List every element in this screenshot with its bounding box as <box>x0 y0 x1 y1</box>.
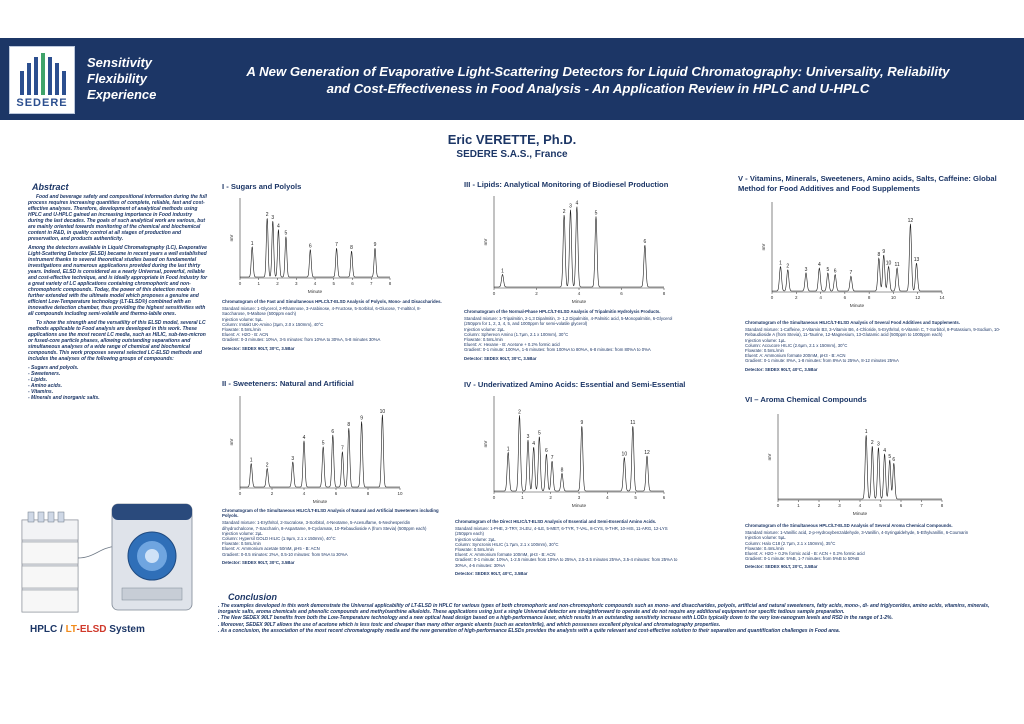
abstract-heading: Abstract <box>32 182 69 192</box>
chart-aroma <box>766 410 946 516</box>
caption-line: Injection volume: 1µL <box>745 337 786 343</box>
peak-label: 6 <box>331 428 335 435</box>
x-tick-label: 2 <box>795 295 798 300</box>
x-tick-label: 8 <box>388 281 392 286</box>
x-tick-label: 5 <box>879 503 882 508</box>
tagline <box>87 55 156 103</box>
x-tick-label: 1 <box>521 495 524 500</box>
peak-label: 11 <box>630 419 636 426</box>
section-aroma-title: VI – Aroma Chemical Compounds <box>745 395 867 404</box>
caption-sweeteners <box>222 508 442 565</box>
caption-line: Gradient: 0-1 minute: 5%B, 1-7 minutes: from 5%B to 50%B <box>745 556 860 562</box>
x-tick-label: 0 <box>776 503 780 508</box>
caption-line: Column: Accucore HILIC (2.6µm, 2.1 x 150mm), 30°C <box>745 342 848 348</box>
chromatogram-trace <box>240 415 400 487</box>
x-axis-label: Minute <box>849 304 865 308</box>
peak-label: 6 <box>892 457 896 464</box>
peak-label: 3 <box>804 266 808 273</box>
peak-label: 4 <box>277 223 280 230</box>
chart-sugars <box>228 194 394 294</box>
peak-label: 13 <box>913 257 920 264</box>
x-tick-label: 2 <box>535 291 538 296</box>
logo-text: SEDERE <box>16 97 68 109</box>
conclusion-body <box>218 603 998 634</box>
x-tick-label: 4 <box>577 291 581 296</box>
chart-aroma-svg <box>766 410 946 516</box>
caption-title: Chromatogram of the Fast and Simultaneous HPLC/LT-ELSD Analysis of Polyols, Mono- and Disaccharides. <box>222 299 442 304</box>
peak-label: 8 <box>350 245 353 252</box>
caption-line: Standard mixture: 1-Glycerol, 2-Rhamnose, 3-Arabinose, 4-Fructose, 5-Sorbitol, 6-Glucose, 7-maltitol, 8-Saccharose, 9-Maltose (500ppm each) <box>222 306 421 317</box>
y-axis-label: mV <box>767 453 772 461</box>
caption-line: Gradient: 0-1 minute: 10%A, 1-2.5 minutes from 10%A to 25%A, 2.5-3.5 minutes 25%A, 3.5-4 minutes: from 25%A to 30%A, 4-6 minutes: 30%A <box>455 557 678 568</box>
x-tick-label: 2 <box>549 495 552 500</box>
caption-amino <box>455 519 685 576</box>
chart-vitamins <box>760 198 946 308</box>
sedere-logo <box>9 46 75 114</box>
abstract-body <box>28 194 208 401</box>
caption-title: Chromatogram of the Simultaneous HILIC/LT-ELSD Analysis of Natural and Artificial Sweeteners including Polyols. <box>222 508 439 519</box>
x-tick-label: 3 <box>294 281 298 286</box>
chromatogram-trace <box>494 415 664 491</box>
peak-label: 5 <box>888 454 892 460</box>
x-tick-label: 8 <box>867 295 871 300</box>
peak-label: 10 <box>885 260 892 267</box>
caption-detector: Detector: SEDEX 90LT, 30°C, 3.5Bar <box>464 355 537 361</box>
x-axis-label: Minute <box>307 290 323 294</box>
hplc-system-illustration <box>14 498 204 620</box>
peak-label: 9 <box>360 415 363 422</box>
caption-line: Eluent: A: H2O + 0.2% formic acid - B: ACN + 0.2% formic acid <box>745 551 865 557</box>
author-affiliation: SEDERE S.A.S., France <box>456 149 568 160</box>
abstract-list-item: - Sugars and polyols. <box>28 365 79 371</box>
tagline-line: Sensitivity <box>87 55 153 70</box>
poster-title <box>180 63 1016 97</box>
peak-label: 9 <box>580 419 584 426</box>
peak-label: 8 <box>877 252 881 259</box>
caption-line: Gradient: 0-0.5 minutes: 2%A, 0.5-10 minutes: from 5%A to 30%A <box>222 551 348 557</box>
conclusion-item: . Moreover, SEDEX 90LT allows the use of acetone which is less toxic and cheaper than many other organic eluents (such as acetonitrile), and which possesses excellent physical and chromatography properties. <box>218 621 721 628</box>
tagline-line: Flexibility <box>87 71 147 86</box>
x-axis-label: Minute <box>312 500 328 504</box>
peak-label: 1 <box>864 429 868 436</box>
abstract-list-item: - Sweeteners. <box>28 371 61 377</box>
peak-label: 9 <box>373 242 377 249</box>
peak-label: 2 <box>870 439 874 446</box>
caption-line: Column: Imtakt UK-Amino (3µm, 2.0 x 150mm), 40°C <box>222 321 324 327</box>
x-tick-label: 4 <box>313 281 317 286</box>
caption-line: Gradient: 0-1 minute: 100%A, 1-6 minutes: from 100%A to 80%A, 6-8 minutes: from 80%A to 0%A <box>464 347 651 353</box>
peak-label: 1 <box>779 260 782 267</box>
x-tick-label: 6 <box>843 295 847 300</box>
caption-detector: Detector: SEDEX 90LT, 40°C, 3.5Bar <box>455 570 528 576</box>
caption-line: Eluent: A: Hexane - B: Acetone + 0.2% formic acid <box>464 342 560 348</box>
caption-line: Column: Syncronis HILIC (1.7µm, 2.1 x 100mm), 30°C <box>455 541 559 547</box>
abstract-paragraph: Among the detectors available in Liquid Chromatography (LC), Evaporative Light-Scattering Detector (ELSD) became in recent years a well established instrument thanks to several theoretical studies based on fundamental investigations and numerous applications provided during the last thirty years. Indeed, ELSD is considered as a nearly Universal, powerful, reliable and cost-effective technique, and is ideally appropriate in Food industry for a great variety of LC applications containing chromophoric and non-chromophoric compounds. Today, the power of this detection mode is further extended with the ultimate model which proposes a genuine and efficient Low-Temperature technology (LT-ELSD®) combined with an innovative detection chamber, thus providing the highest sensitivities with all compounds including semi-volatile and thermo-labile ones. <box>28 245 208 317</box>
caption-line: Injection volume: 5µL <box>745 535 786 541</box>
peak-label: 3 <box>569 203 572 210</box>
peak-label: 5 <box>537 430 541 437</box>
chart-vitamins-svg <box>760 198 946 308</box>
x-tick-label: 0 <box>492 291 496 296</box>
caption-line: Injection volume: 2µL <box>222 530 263 536</box>
peak-label: 5 <box>826 266 830 273</box>
abstract-paragraph: Food and beverage safety and compositional information during the full process requires increasing quantities of complete, reliable, fast and cost-effective analyses. Therefore, development of analytical methods using HPLC and U-HPLC gained an increasing importance in Food industry during the last decades. The goals of such analytical work are various, but are mainly oriented towards monitoring of the chemical and biochemical content in R&D, in quality control at all stages of production and preservation, and products authenticity. <box>28 194 207 242</box>
abstract-list-item: - Minerals and inorganic salts. <box>28 395 100 401</box>
x-tick-label: 8 <box>366 491 370 496</box>
caption-aroma <box>745 523 1005 570</box>
x-tick-label: 4 <box>819 295 822 300</box>
peak-label: 12 <box>644 449 650 456</box>
peak-label: 6 <box>643 239 647 245</box>
caption-line: Flowrate: 0.5mL/min <box>464 337 503 343</box>
caption-sugars <box>222 299 442 351</box>
logo-peaks-icon <box>17 53 69 95</box>
peak-label: 3 <box>271 214 275 221</box>
peak-label: 3 <box>291 455 295 462</box>
caption-line: Eluent: A: H2O - B: ACN <box>222 332 269 338</box>
chart-sweeteners-svg <box>228 392 404 504</box>
section-lipids-title: III - Lipids: Analytical Monitoring of Biodiesel Production <box>464 180 669 189</box>
x-tick-label: 14 <box>939 295 945 300</box>
abstract-paragraph: To show the strength and the versatility of this ELSD model, several LC methods applicable to Food analysis are developed in this work. These applications use the most recent LC media, such as HILIC, sub-two-micron or fused-core particle phases, allowing outstanding separations and simultaneous analyses of a wide range of chemical and biochemical compounds. This work proposes several selected LC-ELSD methods and includes the analyses of the following groups of compounds: <box>28 320 206 362</box>
caption-line: Standard mixture: 1-Erythritol, 2-Sucralose, 3-Sorbitol, 4-Neotame, 5-Acesulfame, 6-Neohesperidin dihydrochalcone, 7-Saccharin, 8-Aspartame, 9-Cyclamate, 10-Rebaudioside A (from Stevia) (500ppm each) <box>222 520 427 531</box>
x-tick-label: 4 <box>302 491 306 496</box>
peak-label: 12 <box>907 217 914 224</box>
caption-title: Chromatogram of the Direct HILIC/LT-ELSD Analysis of Essential and Semi-Essential Amino Acids. <box>455 519 657 524</box>
caption-line: Eluent: A: Ammonium acetate 50mM, pH5 - B: ACN <box>222 546 320 552</box>
x-tick-label: 2 <box>276 281 279 286</box>
peak-label: 4 <box>575 200 579 207</box>
y-axis-label: mV <box>483 238 488 246</box>
peak-label: 11 <box>894 262 900 269</box>
x-tick-label: 8 <box>662 291 666 296</box>
y-axis-label: mV <box>229 438 234 446</box>
x-tick-label: 10 <box>890 295 896 300</box>
y-axis-label: mV <box>483 440 488 448</box>
author-name: Eric VERETTE, Ph.D. <box>447 132 577 147</box>
caption-line: Column: Sphereon Amino (1.7µm, 2.1 x 100mm), 30°C <box>464 331 569 337</box>
x-tick-label: 3 <box>577 495 581 500</box>
hplc-system-label <box>30 624 145 635</box>
section-sweeteners-title: II - Sweeteners: Natural and Artificial <box>222 379 354 388</box>
peak-label: 6 <box>833 268 837 275</box>
chart-amino <box>482 392 668 508</box>
x-tick-label: 6 <box>899 503 903 508</box>
peak-label: 2 <box>518 409 521 416</box>
x-axis-label: Minute <box>571 504 587 508</box>
section-vitamins-title: V - Vitamins, Minerals, Sweeteners, Amino acids, Salts, Caffeine: Global Method for Food Additives and Food Supplements <box>738 174 997 193</box>
peak-label: 5 <box>284 230 288 237</box>
peak-label: 2 <box>265 462 269 469</box>
chart-sugars-svg <box>228 194 394 294</box>
chart-lipids <box>482 192 668 304</box>
caption-line: Gradient: 0-3 minutes: 10%A, 3-5 minutes: from 10%A to 30%A, 5-8 minutes 30%A <box>222 337 381 343</box>
x-tick-label: 2 <box>817 503 821 508</box>
x-tick-label: 6 <box>351 281 354 286</box>
peak-label: 3 <box>877 441 880 448</box>
x-tick-label: 10 <box>397 491 403 496</box>
peak-label: 9 <box>882 248 886 255</box>
chart-sweeteners <box>228 392 404 504</box>
caption-detector: Detector: SEDEX 90LT, 20°C, 3.5Bar <box>745 564 818 570</box>
x-tick-label: 4 <box>858 503 862 508</box>
peak-label: 4 <box>302 434 306 441</box>
caption-line: Injection volume: 2µL <box>464 326 505 332</box>
caption-line: Standard mixture: 1-Vanillic acid, 2-p-Hydroxybenzaldehyde, 3-Vanillin, 4-Syringaldehyde, 5-Ethylvanillin, 6-Coumarin <box>745 530 969 536</box>
peak-label: 8 <box>560 467 564 474</box>
x-tick-label: 5 <box>332 281 336 286</box>
y-axis-label: mV <box>761 243 766 251</box>
title-line-2: and Cost-Effectiveness in Food Analysis - An Application Review in HPLC and U-HPLC <box>326 81 870 96</box>
system-label-post: System <box>106 624 145 635</box>
peak-label: 7 <box>849 270 853 277</box>
abstract-list-item: - Vitamins. <box>28 389 54 395</box>
x-tick-label: 12 <box>915 295 921 300</box>
x-tick-label: 6 <box>662 495 666 500</box>
caption-line: Injection volume: 5µL <box>222 316 263 322</box>
caption-line: Standard mixture: 1-Caffeine, 2-Vitamin B3, 3-Vitamin B6, 4-Chloride, 5-Erythritol, 6-Vitamin C, 7-Sorbitol, 8-Potassium, 9-Sodium, 10-Rebaudioside A (from Stevia), 11-Taurine, 12-Magnesium, 13-Glutamic acid (500ppm to 1000ppm each) <box>745 327 1001 338</box>
x-tick-label: 2 <box>270 491 274 496</box>
x-tick-label: 0 <box>238 491 242 496</box>
peak-label: 2 <box>786 263 790 270</box>
x-tick-label: 4 <box>606 495 609 500</box>
caption-line: Column: Hypersil GOLD HILIC (1.9µm, 2.1 x 150mm), 40°C <box>222 536 336 542</box>
caption-title: Chromatogram of the Normal-Phase HPLC/LT-ELSD Analysis of Tripalmitin Hydrolysis Products. <box>464 309 661 314</box>
section-amino-title: IV - Underivatized Amino Acids: Essential and Semi-Essential <box>464 380 686 389</box>
system-label-elsd: -ELSD <box>76 624 107 635</box>
caption-line: Gradient: 0-1 minute: 8%A, 1-8 minutes: from 8%A to 25%A, 8-12 minutes 25%A <box>745 358 899 364</box>
peak-label: 8 <box>347 422 351 429</box>
caption-detector: Detector: SEDEX 90LT, 30°C, 3.5Bar <box>222 345 295 351</box>
hplc-instrument-icon <box>14 498 204 620</box>
x-tick-label: 1 <box>797 503 800 508</box>
caption-detector: Detector: SEDEX 90LT, 40°C, 3.5Bar <box>745 366 818 372</box>
caption-line: Flowrate: 0.4mL/min <box>745 545 784 551</box>
x-tick-label: 7 <box>369 281 373 286</box>
chromatogram-trace <box>240 218 390 277</box>
x-tick-label: 6 <box>334 491 338 496</box>
caption-vitamins <box>745 320 1005 372</box>
x-tick-label: 6 <box>620 291 623 296</box>
caption-line: Standard mixture: 1-Tripalmitin, 2-1,3 Dipalmitin, 3- 1,2 Dipalmitin, 4-Palmitic acid, 5-Monopalmitin, 6-Glycerol (250ppm for 1, 2, 3, 4, 5, and 1000ppm for semi-volatile glycerol) <box>464 316 673 327</box>
caption-line: Flowrate: 0.5mL/min <box>222 541 261 547</box>
y-axis-label: mV <box>229 234 234 242</box>
conclusion-item: . The New SEDEX 90LT benefits from both the Low-Temperature technology and a new optical head design based on a high-performance laser, which results in an outstanding sensitivity increase with LODs typically down to the very low-nanogram levels and RSD in the range of 1-2%. <box>218 615 893 622</box>
peak-label: 5 <box>321 440 325 447</box>
x-tick-label: 1 <box>257 281 261 286</box>
caption-line: Standard mixture: 1-PHE, 2-TRY, 3-LEU, 4-ILE, 5-MET, 6-TYR, 7-VAL, 8-CYS, 9-THR, 10-HIS, 11-ARG, 12-LYS (250ppm each) <box>455 526 668 537</box>
caption-line: Column: Halo C18 (2.7µm, 2.1 x 150mm), 35°C <box>745 540 836 546</box>
x-tick-label: 8 <box>940 503 944 508</box>
peak-label: 7 <box>341 445 344 452</box>
system-label-lt: LT <box>65 624 77 635</box>
peak-label: 1 <box>250 240 254 247</box>
peak-label: 7 <box>335 242 338 249</box>
caption-title: Chromatogram of the Simultaneous HILIC/LT-ELSD Analysis of Several Food Additives and Supplements. <box>745 320 960 325</box>
system-label-pre: HPLC / <box>30 624 66 635</box>
caption-line: Flowrate: 0.5mL/min <box>745 348 784 354</box>
x-tick-label: 0 <box>238 281 242 286</box>
chromatogram-trace <box>778 435 942 499</box>
peak-label: 6 <box>308 243 312 250</box>
peak-label: 7 <box>550 455 554 462</box>
caption-detector: Detector: SEDEX 90LT, 30°C, 3.5Bar <box>222 559 295 565</box>
x-tick-label: 0 <box>492 495 496 500</box>
peak-label: 1 <box>506 446 510 453</box>
caption-line: Injection volume: 2µL <box>455 536 496 542</box>
x-axis-label: Minute <box>571 300 587 304</box>
peak-label: 3 <box>526 433 530 440</box>
caption-line: Eluent: A: Ammonium formate 200mM, pH3 - B: ACN <box>745 353 846 359</box>
tagline-line: Experience <box>87 87 157 102</box>
chart-lipids-svg <box>482 192 668 304</box>
chart-amino-svg <box>482 392 668 508</box>
peak-label: 1 <box>501 268 504 275</box>
peak-label: 2 <box>265 211 269 218</box>
caption-title: Chromatogram of the Simultaneous HPLC/LT-ELSD Analysis of Several Aroma Chemical Compounds. <box>745 523 953 528</box>
x-tick-label: 5 <box>634 495 637 500</box>
caption-line: Flowrate: 0.5mL/min <box>455 547 494 553</box>
abstract-list-item: - Lipids. <box>28 377 48 383</box>
conclusion-item: . The examples developed in this work demonstrate the Universal applicability of LT-ELSD in HPLC for various types of both chromophoric and non-chromophoric compounds such as mono- and disaccharides, polyols, artificial and natural sweeteners, fatty acids, mono-, di- and triglycerides, amino acids, vitamins, minerals, inorganic salts, aroma chemicals and phenolic compounds and methylxanthine alkaloids. These applications using just a single Universal detector are straightforward to operate and do not require any additional equipment nor specific tedious sample preparation. <box>218 603 990 616</box>
x-tick-label: 0 <box>770 295 774 300</box>
x-tick-label: 3 <box>838 503 841 508</box>
peak-label: 6 <box>545 448 548 455</box>
x-axis-label: Minute <box>852 512 868 516</box>
peak-label: 2 <box>562 208 566 215</box>
peak-label: 10 <box>379 408 386 415</box>
abstract-list-item: - Amino acids. <box>28 383 62 389</box>
section-sugars-title: I - Sugars and Polyols <box>222 182 302 191</box>
peak-label: 5 <box>594 210 598 217</box>
caption-line: Eluent: A: Ammonium formate 100mM, pH3 - B: ACN <box>455 552 556 558</box>
peak-label: 1 <box>249 457 253 464</box>
chromatogram-trace <box>494 207 664 287</box>
caption-line: Flowrate: 0.5mL/min <box>222 327 261 333</box>
caption-lipids <box>464 309 689 361</box>
x-tick-label: 7 <box>920 503 923 508</box>
conclusion-heading: Conclusion <box>228 592 277 602</box>
title-line-1: A New Generation of Evaporative Light-Scattering Detectors for Liquid Chromatography: Universality, Reliability <box>246 64 950 79</box>
peak-label: 4 <box>883 447 886 454</box>
peak-label: 4 <box>532 441 536 447</box>
peak-label: 10 <box>621 451 628 458</box>
conclusion-item: . As a conclusion, the association of the most recent chromatography media and the new generation of high-performance ELSDs provides the analysts with a quite relevant and cost-effective solution to their separation and quantification challenges in Food area. <box>218 627 841 634</box>
peak-label: 4 <box>817 262 821 269</box>
